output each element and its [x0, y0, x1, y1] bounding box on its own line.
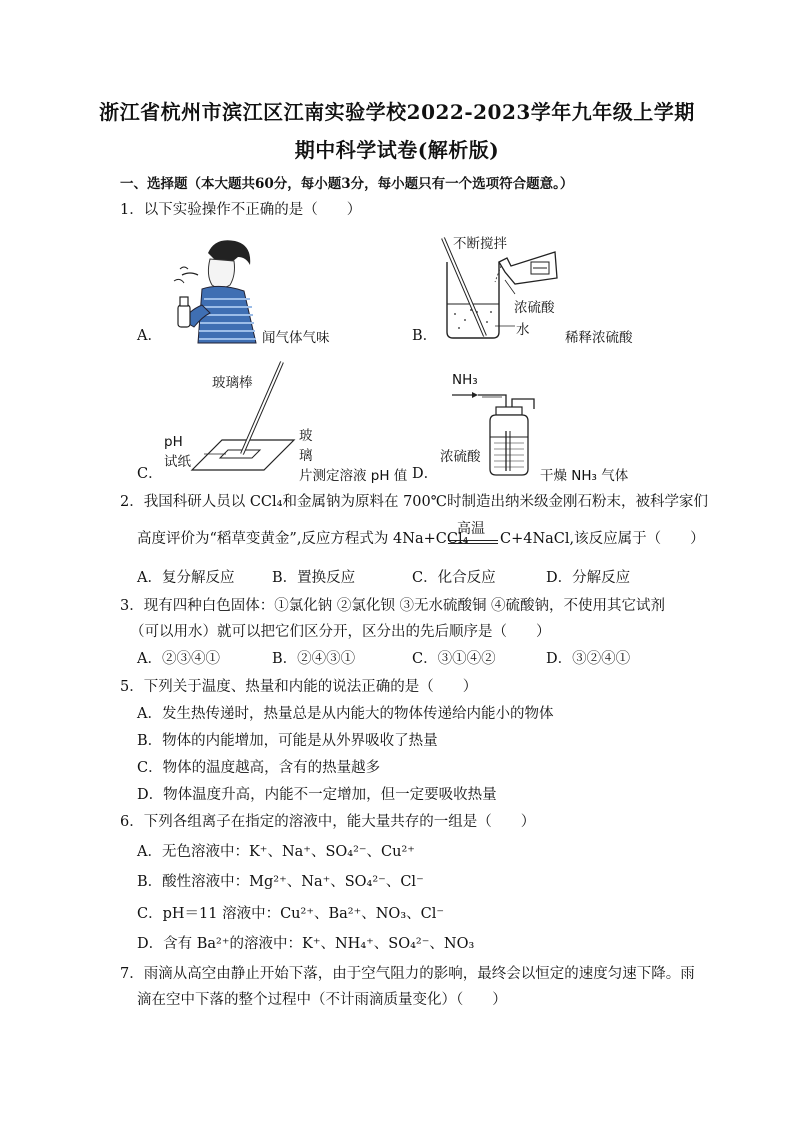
- q6-option-c: C．pH＝11 溶液中：Cu²⁺、Ba²⁺、NO₃、Cl⁻: [137, 906, 445, 922]
- q3-option-b: B．②④③①: [272, 651, 356, 667]
- q2-line2-post: C+4NaCl,该反应属于（ ）: [500, 531, 705, 547]
- smell-gas-figure: [160, 235, 270, 345]
- q2-equals-sign: [448, 540, 498, 544]
- c-fig-glass2-label: 璃: [299, 448, 313, 464]
- q5-option-c: C．物体的温度越高，含有的热量越多: [137, 760, 381, 776]
- q3-option-d: D．③②④①: [546, 651, 631, 667]
- d-fig-acid-label: 浓硫酸: [440, 449, 481, 465]
- q2-option-b: B．置换反应: [272, 570, 356, 586]
- q6-option-b: B．酸性溶液中：Mg²⁺、Na⁺、SO₄²⁻、Cl⁻: [137, 874, 424, 890]
- q3-option-a: A．②③④①: [137, 651, 220, 667]
- q1-option-a-caption: 闻气体气味: [262, 330, 330, 346]
- section-header: 一、选择题（本大题共60分，每小题3分，每小题只有一个选项符合题意。）: [120, 176, 574, 192]
- q1-option-d-label: D．: [412, 466, 439, 482]
- q7-line2: 滴在空中下落的整个过程中（不计雨滴质量变化）（ ）: [137, 992, 507, 1008]
- q6-option-d: D．含有 Ba²⁺的溶液中：K⁺、NH₄⁺、SO₄²⁻、NO₃: [137, 936, 475, 952]
- b-fig-acid-label: 浓硫酸: [514, 300, 555, 316]
- q3-line1: 3．现有四种白色固体：①氯化钠 ②氯化钡 ③无水硫酸铜 ④硫酸钠，不使用其它试剂: [120, 598, 666, 614]
- q7-line1: 7．雨滴从高空由静止开始下落，由于空气阻力的影响，最终会以恒定的速度匀速下降。雨: [120, 966, 695, 982]
- c-fig-paper-label: 试纸: [164, 454, 191, 470]
- q6-stem: 6．下列各组离子在指定的溶液中，能大量共存的一组是（ ）: [120, 814, 536, 830]
- q2-line2-pre: 高度评价为“稻草变黄金”,反应方程式为 4Na+CCl₄: [137, 531, 469, 547]
- q1-option-c-caption: 片测定溶液 pH 值: [299, 468, 408, 484]
- q1-option-c-label: C．: [137, 466, 163, 482]
- b-fig-stir-label: 不断搅拌: [453, 236, 507, 252]
- paper-title-line1: 浙江省杭州市滨江区江南实验学校2022-2023学年九年级上学期: [99, 100, 695, 124]
- q2-line1: 2．我国科研人员以 CCl₄和金属钠为原料在 700℃时制造出纳米级金刚石粉末，被科学家们: [120, 494, 708, 510]
- b-fig-water-label: 水: [516, 322, 530, 338]
- paper-title-line2: 期中科学试卷(解析版): [294, 138, 500, 162]
- q5-option-a: A．发生热传递时，热量总是从内能大的物体传递给内能小的物体: [137, 706, 554, 722]
- q2-condition: 高温: [457, 521, 485, 537]
- q1-option-a-label: A．: [137, 328, 162, 344]
- c-fig-ph-label: pH: [164, 434, 183, 450]
- q5-option-b: B．物体的内能增加，可能是从外界吸收了热量: [137, 733, 438, 749]
- q1-stem: 1．以下实验操作不正确的是（ ）: [120, 202, 362, 218]
- q1-option-b-caption: 稀释浓硫酸: [565, 330, 633, 346]
- q3-option-c: C．③①④②: [412, 651, 496, 667]
- q2-option-c: C．化合反应: [412, 570, 496, 586]
- q2-option-a: A．复分解反应: [137, 570, 235, 586]
- q5-stem: 5．下列关于温度、热量和内能的说法正确的是（ ）: [120, 679, 478, 695]
- q2-option-d: D．分解反应: [546, 570, 631, 586]
- q3-line2: （可以用水）就可以把它们区分开，区分出的先后顺序是（ ）: [130, 624, 551, 640]
- d-fig-nh3-label: NH₃: [452, 372, 478, 388]
- c-fig-glass1-label: 玻: [299, 428, 313, 444]
- c-fig-rod-label: 玻璃棒: [212, 375, 253, 391]
- q1-option-d-caption: 干燥 NH₃ 气体: [540, 468, 629, 484]
- q1-option-b-label: B．: [412, 328, 438, 344]
- q5-option-d: D．物体温度升高，内能不一定增加，但一定要吸收热量: [137, 787, 497, 803]
- q6-option-a: A．无色溶液中：K⁺、Na⁺、SO₄²⁻、Cu²⁺: [137, 844, 415, 860]
